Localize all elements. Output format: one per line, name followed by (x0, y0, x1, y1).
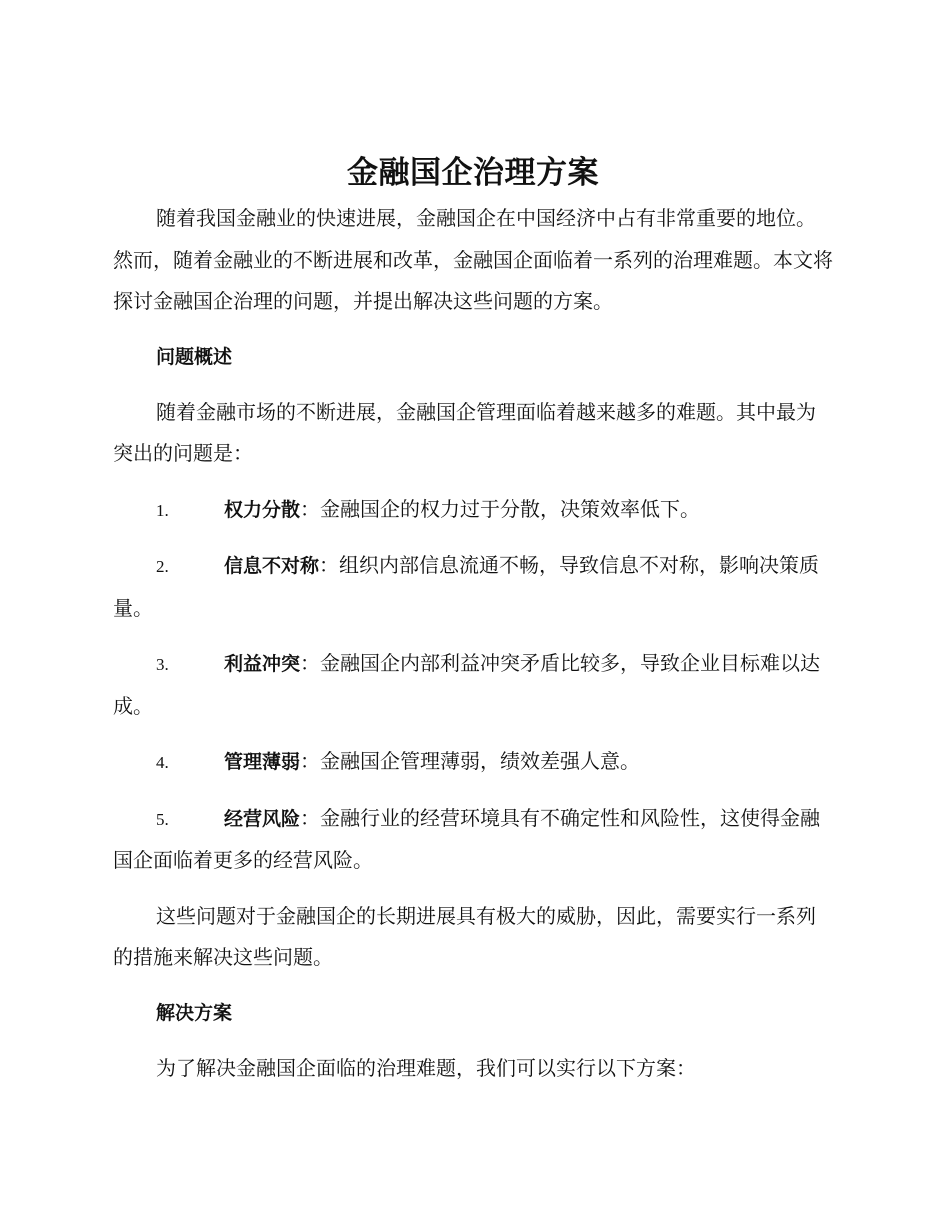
list-item-text: ：组织内部信息流通不畅，导致信息不对称，影响决策质量。 (113, 553, 820, 620)
document-title: 金融国企治理方案 (347, 155, 599, 191)
list-item (113, 798, 833, 882)
list-item (113, 489, 833, 532)
list-item-text: ：金融国企管理薄弱，绩效差强人意。 (300, 749, 641, 773)
intro-paragraph: 随着我国金融业的快速进展，金融国企在中国经济中占有非常重要的地位。然而，随着金融业的不断进展和改革，金融国企面临着一系列的治理难题。本文将探讨金融国企治理的问题，并提出解决这些问题的方案。 (113, 206, 833, 313)
list-item-number: 5. (156, 809, 169, 829)
problem-lead-paragraph: 随着金融市场的不断进展，金融国企管理面临着越来越多的难题。其中最为突出的问题是： (113, 399, 816, 465)
list-item (113, 545, 833, 629)
list-item-number: 3. (156, 655, 169, 674)
list-item-number: 4. (156, 753, 169, 772)
document-page (113, 148, 833, 1103)
list-item-term: 经营风险 (224, 807, 301, 830)
solution-lead-paragraph: 为了解决金融国企面临的治理难题，我们可以实行以下方案： (156, 1055, 696, 1080)
list-item-term: 权力分散 (224, 498, 301, 521)
problem-conclusion-paragraph: 这些问题对于金融国企的长期进展具有极大的威胁，因此，需要实行一系列的措施来解决这些问题。 (113, 903, 816, 969)
list-item-number: 1. (156, 500, 169, 520)
list-item-text: ：金融国企的权力过于分散，决策效率低下。 (300, 496, 701, 521)
list-item-text: ：金融国企内部利益冲突矛盾比较多，导致企业目标难以达成。 (113, 651, 821, 718)
section-heading-solution: 解决方案 (156, 1001, 233, 1024)
list-item (113, 643, 833, 727)
list-item-text: ：金融行业的经营环境具有不确定性和风险性，这使得金融国企面临着更多的经营风险。 (113, 805, 821, 872)
list-item-term: 利益冲突 (224, 653, 301, 675)
list-item-term: 管理薄弱 (224, 751, 301, 773)
section-heading-problem-overview: 问题概述 (156, 345, 233, 368)
list-item (113, 741, 833, 784)
list-item-number: 2. (156, 557, 169, 576)
list-item-term: 信息不对称 (224, 555, 320, 577)
